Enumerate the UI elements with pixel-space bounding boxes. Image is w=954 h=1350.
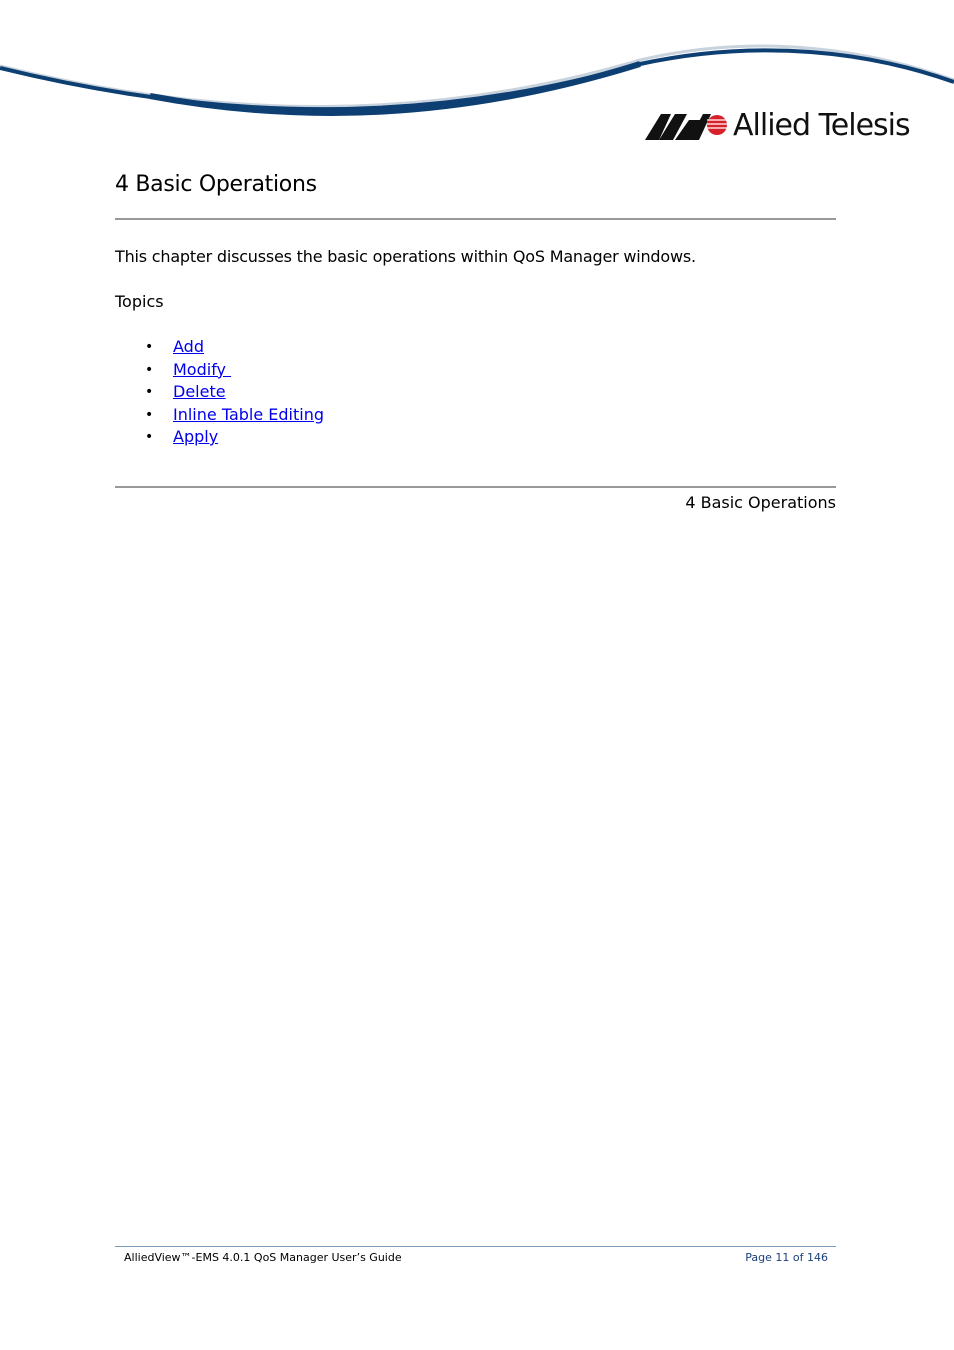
allied-telesis-logo-mark-icon [645, 114, 729, 140]
document-title-footer: AlliedView™-EMS 4.0.1 QoS Manager User’s Guide [124, 1251, 402, 1264]
section-footer-title: 4 Basic Operations [685, 493, 836, 512]
topic-link-apply[interactable]: Apply [173, 427, 219, 446]
topic-link-inline-table-editing[interactable]: Inline Table Editing [173, 404, 325, 424]
page-footer-divider [115, 1246, 836, 1247]
topic-link-add[interactable]: Add [173, 337, 204, 356]
topic-link-delete[interactable]: Delete [173, 382, 226, 401]
bullet-icon: • [145, 361, 154, 378]
topics-heading: Topics [115, 292, 164, 311]
chapter-title: 4 Basic Operations [115, 172, 317, 197]
page-number: Page 11 of 146 [745, 1251, 828, 1264]
bullet-icon: • [145, 406, 154, 423]
intro-paragraph: This chapter discusses the basic operations within QoS Manager windows. [115, 247, 696, 266]
logo-wordmark: Allied Telesis [733, 108, 910, 143]
section-divider [115, 486, 836, 488]
allied-telesis-logo [645, 108, 910, 148]
bullet-icon: • [145, 339, 154, 355]
bullet-icon: • [145, 429, 154, 445]
title-divider [115, 218, 836, 220]
topic-link-modify[interactable]: Modify [173, 359, 232, 379]
bullet-icon: • [145, 384, 154, 400]
